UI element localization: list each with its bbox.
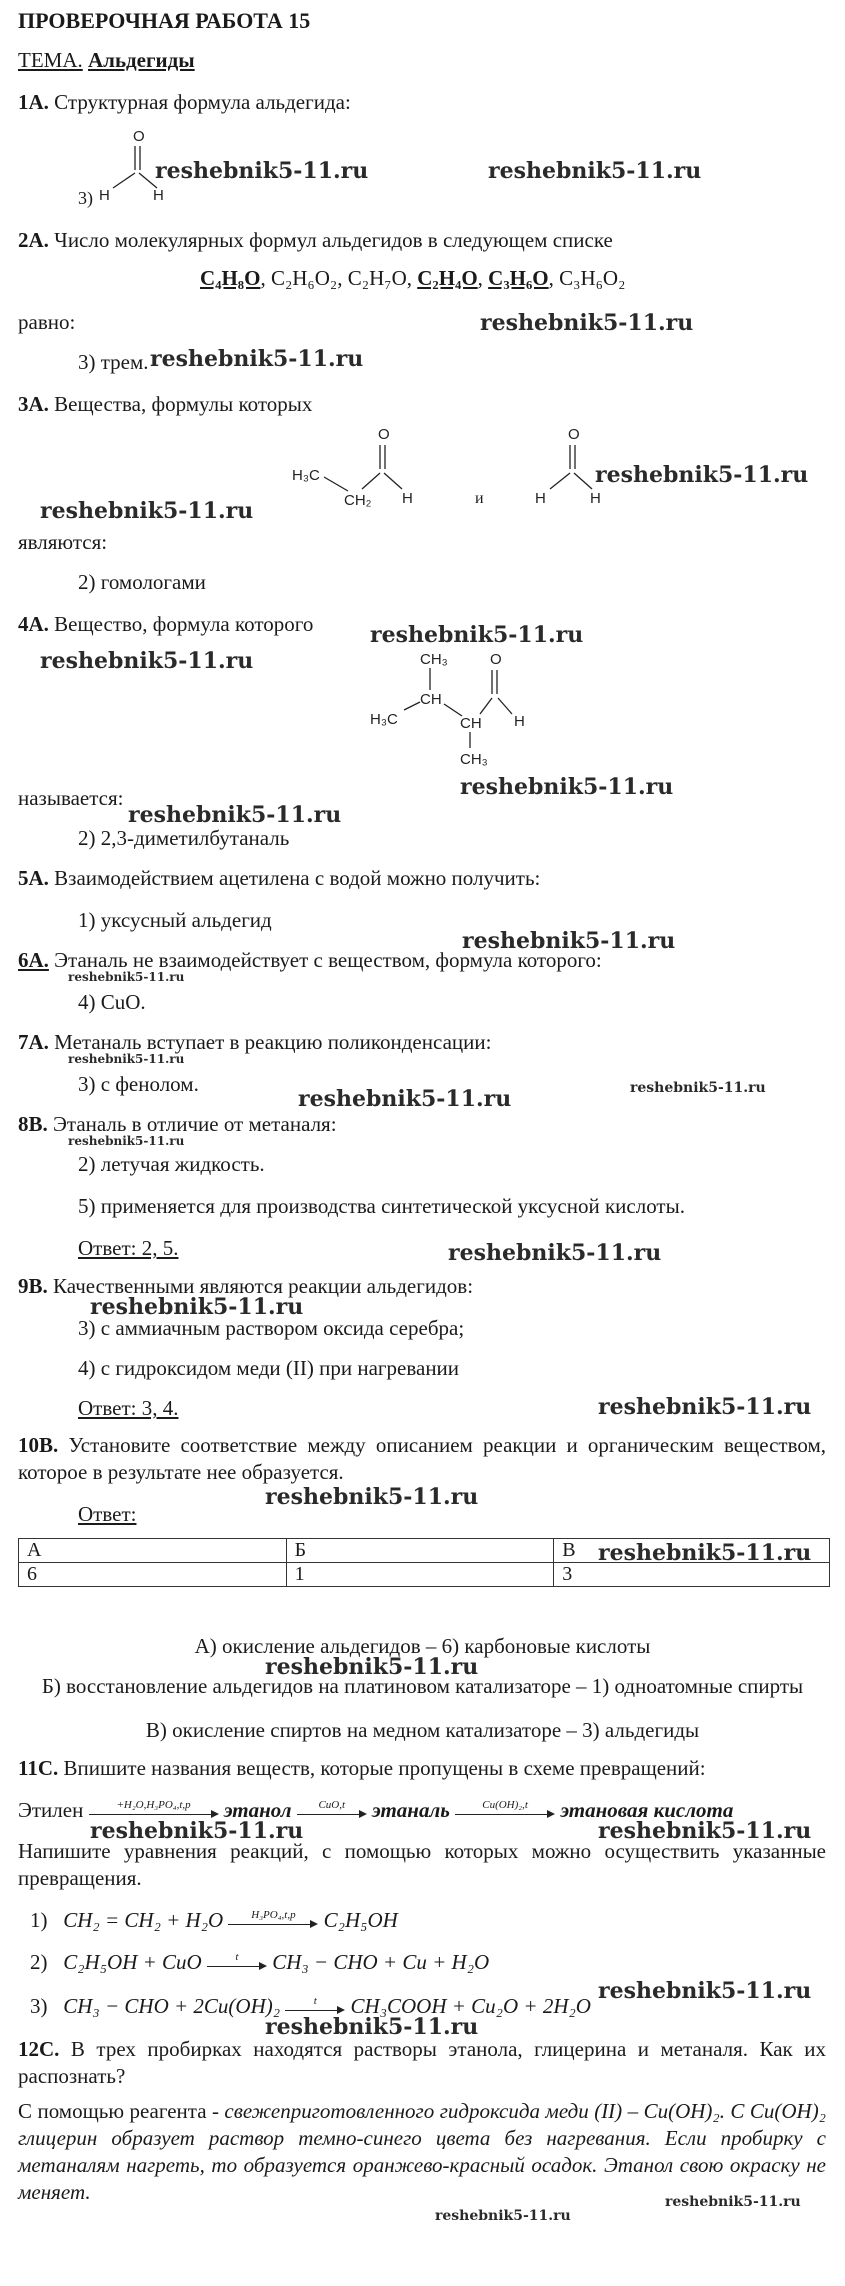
atom-h: H — [402, 490, 413, 507]
q8-answer-2: 5) применяется для производства синтетической уксусной кислоты. — [78, 1194, 685, 1218]
equation-number: 3) — [30, 1994, 48, 2018]
q6-text: Этаналь не взаимодействует с веществом, формула которого: — [54, 948, 602, 972]
q12-text: В трех пробирках находятся растворы этанола, глицерина и метаналя. Как их распознать? — [18, 2037, 826, 2088]
q11-text: Впишите названия веществ, которые пропущены в схеме превращений: — [63, 1756, 706, 1780]
equation-number: 2) — [30, 1950, 48, 1974]
q5-answer: 1) уксусный альдегид — [78, 908, 272, 932]
group-ch-2: CH — [460, 715, 482, 732]
group-ch2: CH₂ — [344, 492, 372, 509]
q5-number: 5А. — [18, 866, 49, 890]
equation-left: CH₃ − CHO + 2Cu(OH)₂ — [63, 1994, 281, 2018]
formula-4: C₂H₄O — [417, 266, 478, 290]
q3-text: Вещества, формулы которых — [54, 392, 313, 416]
atom-h-left: H — [99, 187, 110, 204]
watermark: reshebnik5-11.ru — [68, 1052, 185, 1066]
q11-number: 11С. — [18, 1756, 59, 1780]
q2-formula-list: C₄H₈O, C₂H₆O₂, C₂H₇O, C₂H₄O, C₃H₆O, C₃H₆O₂ — [200, 266, 626, 290]
watermark: reshebnik5-11.ru — [298, 1086, 512, 1112]
equation-right: C₂H₅OH — [323, 1908, 398, 1932]
watermark: reshebnik5-11.ru — [265, 1484, 479, 1510]
dimethylbutanal-structure — [370, 648, 550, 768]
table-cell: 3 — [554, 1563, 830, 1587]
atom-o: O — [378, 426, 390, 443]
q1-text: Структурная формула альдегида: — [54, 90, 351, 114]
atom-h-right: H — [590, 490, 601, 507]
scheme-condition-3: Cu(OH)₂,t — [482, 1799, 528, 1812]
q4-called: называется: — [18, 786, 124, 810]
scheme-arrow-2 — [297, 1799, 367, 1819]
table-row — [19, 1563, 830, 1587]
q7-answer: 3) с фенолом. — [78, 1072, 199, 1096]
q12-answer-text: свежеприготовленного гидроксида меди (II) – Cu(OH)₂. С Cu(OH)₂ глицерин образует раствор темно-синего цвета без нагревания. Если пробирку с метаналям нагреть, то образуется оранжево-красный осадок. Этанол свою окраску не меняет. — [18, 2099, 826, 2204]
q3-are: являются: — [18, 530, 108, 554]
equation-condition: H₃PO₄,t,p — [251, 1909, 296, 1922]
table-cell: 6 — [19, 1563, 287, 1587]
equation-condition: t — [313, 1995, 317, 2008]
page-title: ПРОВЕРОЧНАЯ РАБОТА 15 — [18, 8, 311, 33]
watermark: reshebnik5-11.ru — [460, 774, 674, 800]
q10-text: Установите соответствие между описанием реакции и органическим веществом, которое в результате нее образуется. — [18, 1433, 826, 1484]
q5-line — [18, 866, 540, 891]
equation-arrow — [207, 1951, 267, 1971]
q2-answer: 3) трем. — [78, 350, 149, 374]
watermark: reshebnik5-11.ru — [665, 2194, 801, 2210]
equation-2 — [30, 1950, 489, 1975]
table-cell: 1 — [286, 1563, 554, 1587]
atom-o: O — [568, 426, 580, 443]
watermark: reshebnik5-11.ru — [68, 970, 185, 984]
equation-right: CH₃COOH + Cu₂O + 2H₂O — [350, 1994, 591, 2018]
q1-line — [18, 90, 351, 115]
propanal-structure — [290, 425, 440, 515]
watermark: reshebnik5-11.ru — [488, 158, 702, 184]
q1-answer-number: 3) — [78, 188, 93, 208]
q10-line-b: Б) восстановление альдегидов на платиновом катализаторе – 1) одноатомные спирты — [41, 1674, 804, 1698]
topic-line — [18, 48, 195, 73]
q2-equals: равно: — [18, 310, 76, 334]
scheme-ethanal: этаналь — [372, 1798, 450, 1822]
group-h3c: H₃C — [292, 467, 320, 484]
equation-1 — [30, 1908, 398, 1933]
watermark: reshebnik5-11.ru — [90, 1294, 304, 1320]
equation-left: CH₂ = CH₂ + H₂O — [63, 1908, 224, 1932]
q7-text: Метаналь вступает в реакцию поликонденсации: — [54, 1030, 492, 1054]
formula-1: C₄H₈O — [200, 266, 261, 290]
watermark: reshebnik5-11.ru — [90, 1818, 304, 1844]
watermark: reshebnik5-11.ru — [265, 2014, 479, 2040]
topic-label: ТЕМА. — [18, 48, 83, 72]
q12-answer-paragraph — [18, 2098, 826, 2206]
watermark: reshebnik5-11.ru — [40, 498, 254, 524]
q9-answer-1: 3) с аммиачным раствором оксида серебра; — [78, 1316, 465, 1340]
scheme-arrow-3 — [455, 1799, 555, 1819]
scheme-acetic-acid: этановая кислота — [560, 1798, 734, 1822]
equation-left: C₂H₅OH + CuO — [63, 1950, 202, 1974]
q10-line-a: А) окисление альдегидов – 6) карбоновые кислоты — [194, 1634, 651, 1658]
q10-paragraph — [18, 1432, 826, 1486]
q1-number: 1А. — [18, 90, 49, 114]
watermark: reshebnik5-11.ru — [598, 1978, 812, 2004]
scheme-condition-1: +H₂O,H₃PO₄,t,p — [116, 1799, 191, 1812]
table-header-cell: Б — [286, 1539, 554, 1563]
watermark: reshebnik5-11.ru — [480, 310, 694, 336]
watermark: reshebnik5-11.ru — [155, 158, 369, 184]
formula-2: C₂H₆O₂, — [270, 266, 343, 290]
q12-answer-lead: С помощью реагента - — [18, 2099, 219, 2123]
watermark: reshebnik5-11.ru — [435, 2208, 571, 2224]
q6-answer: 4) CuO. — [78, 990, 146, 1014]
group-ch-1: CH — [420, 691, 442, 708]
q12-number: 12С. — [18, 2037, 60, 2061]
equation-arrow — [228, 1909, 318, 1929]
watermark: reshebnik5-11.ru — [370, 622, 584, 648]
group-ch3-bottom: CH₃ — [460, 751, 488, 768]
watermark: reshebnik5-11.ru — [448, 1240, 662, 1266]
group-h3c: H₃C — [370, 711, 398, 728]
watermark: reshebnik5-11.ru — [595, 462, 809, 488]
q8-number: 8В. — [18, 1112, 48, 1136]
q4-number: 4А. — [18, 612, 49, 636]
atom-o: O — [133, 128, 145, 145]
q10-line-c: В) окисление спиртов на медном катализаторе – 3) альдегиды — [145, 1718, 700, 1742]
scheme-ethanol: этанол — [223, 1798, 292, 1822]
equation-condition: t — [235, 1951, 239, 1964]
q9-text: Качественными являются реакции альдегидов: — [53, 1274, 474, 1298]
atom-o: O — [490, 651, 502, 668]
q8-text: Этаналь в отличие от метаналя: — [53, 1112, 337, 1136]
q6-number: 6А. — [18, 948, 49, 972]
q9-answer-2: 4) с гидроксидом меди (II) при нагревании — [78, 1356, 460, 1380]
q4-line — [18, 612, 313, 637]
watermark: reshebnik5-11.ru — [462, 928, 676, 954]
watermark: reshebnik5-11.ru — [598, 1540, 812, 1566]
watermark: reshebnik5-11.ru — [40, 648, 254, 674]
q7-number: 7А. — [18, 1030, 49, 1054]
formula-5: C₃H₆O — [488, 266, 549, 290]
table-header-cell: А — [19, 1539, 287, 1563]
watermark: reshebnik5-11.ru — [598, 1394, 812, 1420]
group-ch3-top: CH₃ — [420, 651, 448, 668]
q3-line — [18, 392, 312, 417]
watermark: reshebnik5-11.ru — [150, 346, 364, 372]
q12-paragraph — [18, 2036, 826, 2090]
watermark: reshebnik5-11.ru — [68, 1134, 185, 1148]
q10-number: 10В. — [18, 1433, 59, 1457]
q9-number: 9В. — [18, 1274, 48, 1298]
watermark: reshebnik5-11.ru — [598, 1818, 812, 1844]
q9-result: Ответ: 3, 4. — [78, 1396, 179, 1420]
q10-answer-label: Ответ: — [78, 1502, 137, 1526]
formula-3: C₂H₇O, — [347, 266, 412, 290]
equation-right: CH₃ − CHO + Cu + H₂O — [272, 1950, 490, 1974]
topic-value: Альдегиды — [88, 48, 195, 72]
watermark: reshebnik5-11.ru — [630, 1080, 766, 1096]
atom-h: H — [514, 713, 525, 730]
q8-result: Ответ: 2, 5. — [78, 1236, 179, 1260]
q11-line — [18, 1756, 706, 1781]
q3-and: и — [475, 490, 484, 507]
equation-number: 1) — [30, 1908, 48, 1932]
table-header-cell: В — [554, 1539, 830, 1563]
atom-h-right: H — [153, 187, 164, 204]
q2-line — [18, 228, 613, 253]
q3-number: 3А. — [18, 392, 49, 416]
watermark: reshebnik5-11.ru — [128, 802, 342, 828]
q8-answer-1: 2) летучая жидкость. — [78, 1152, 265, 1176]
watermark: reshebnik5-11.ru — [265, 1654, 479, 1680]
q3-answer: 2) гомологами — [78, 570, 206, 594]
q4-text: Вещество, формула которого — [54, 612, 314, 636]
scheme-ethylene: Этилен — [18, 1798, 84, 1822]
q5-text: Взаимодействием ацетилена с водой можно получить: — [54, 866, 541, 890]
q4-answer: 2) 2,3-диметилбутаналь — [78, 826, 290, 850]
q2-number: 2А. — [18, 228, 49, 252]
formula-6: C₃H₆O₂ — [559, 266, 626, 290]
q11-paragraph: Напишите уравнения реакций, с помощью которых можно осуществить указанные превращения. — [18, 1839, 826, 1890]
q2-text: Число молекулярных формул альдегидов в следующем списке — [54, 228, 613, 252]
scheme-condition-2: CuO,t — [318, 1799, 346, 1812]
atom-h-left: H — [535, 490, 546, 507]
